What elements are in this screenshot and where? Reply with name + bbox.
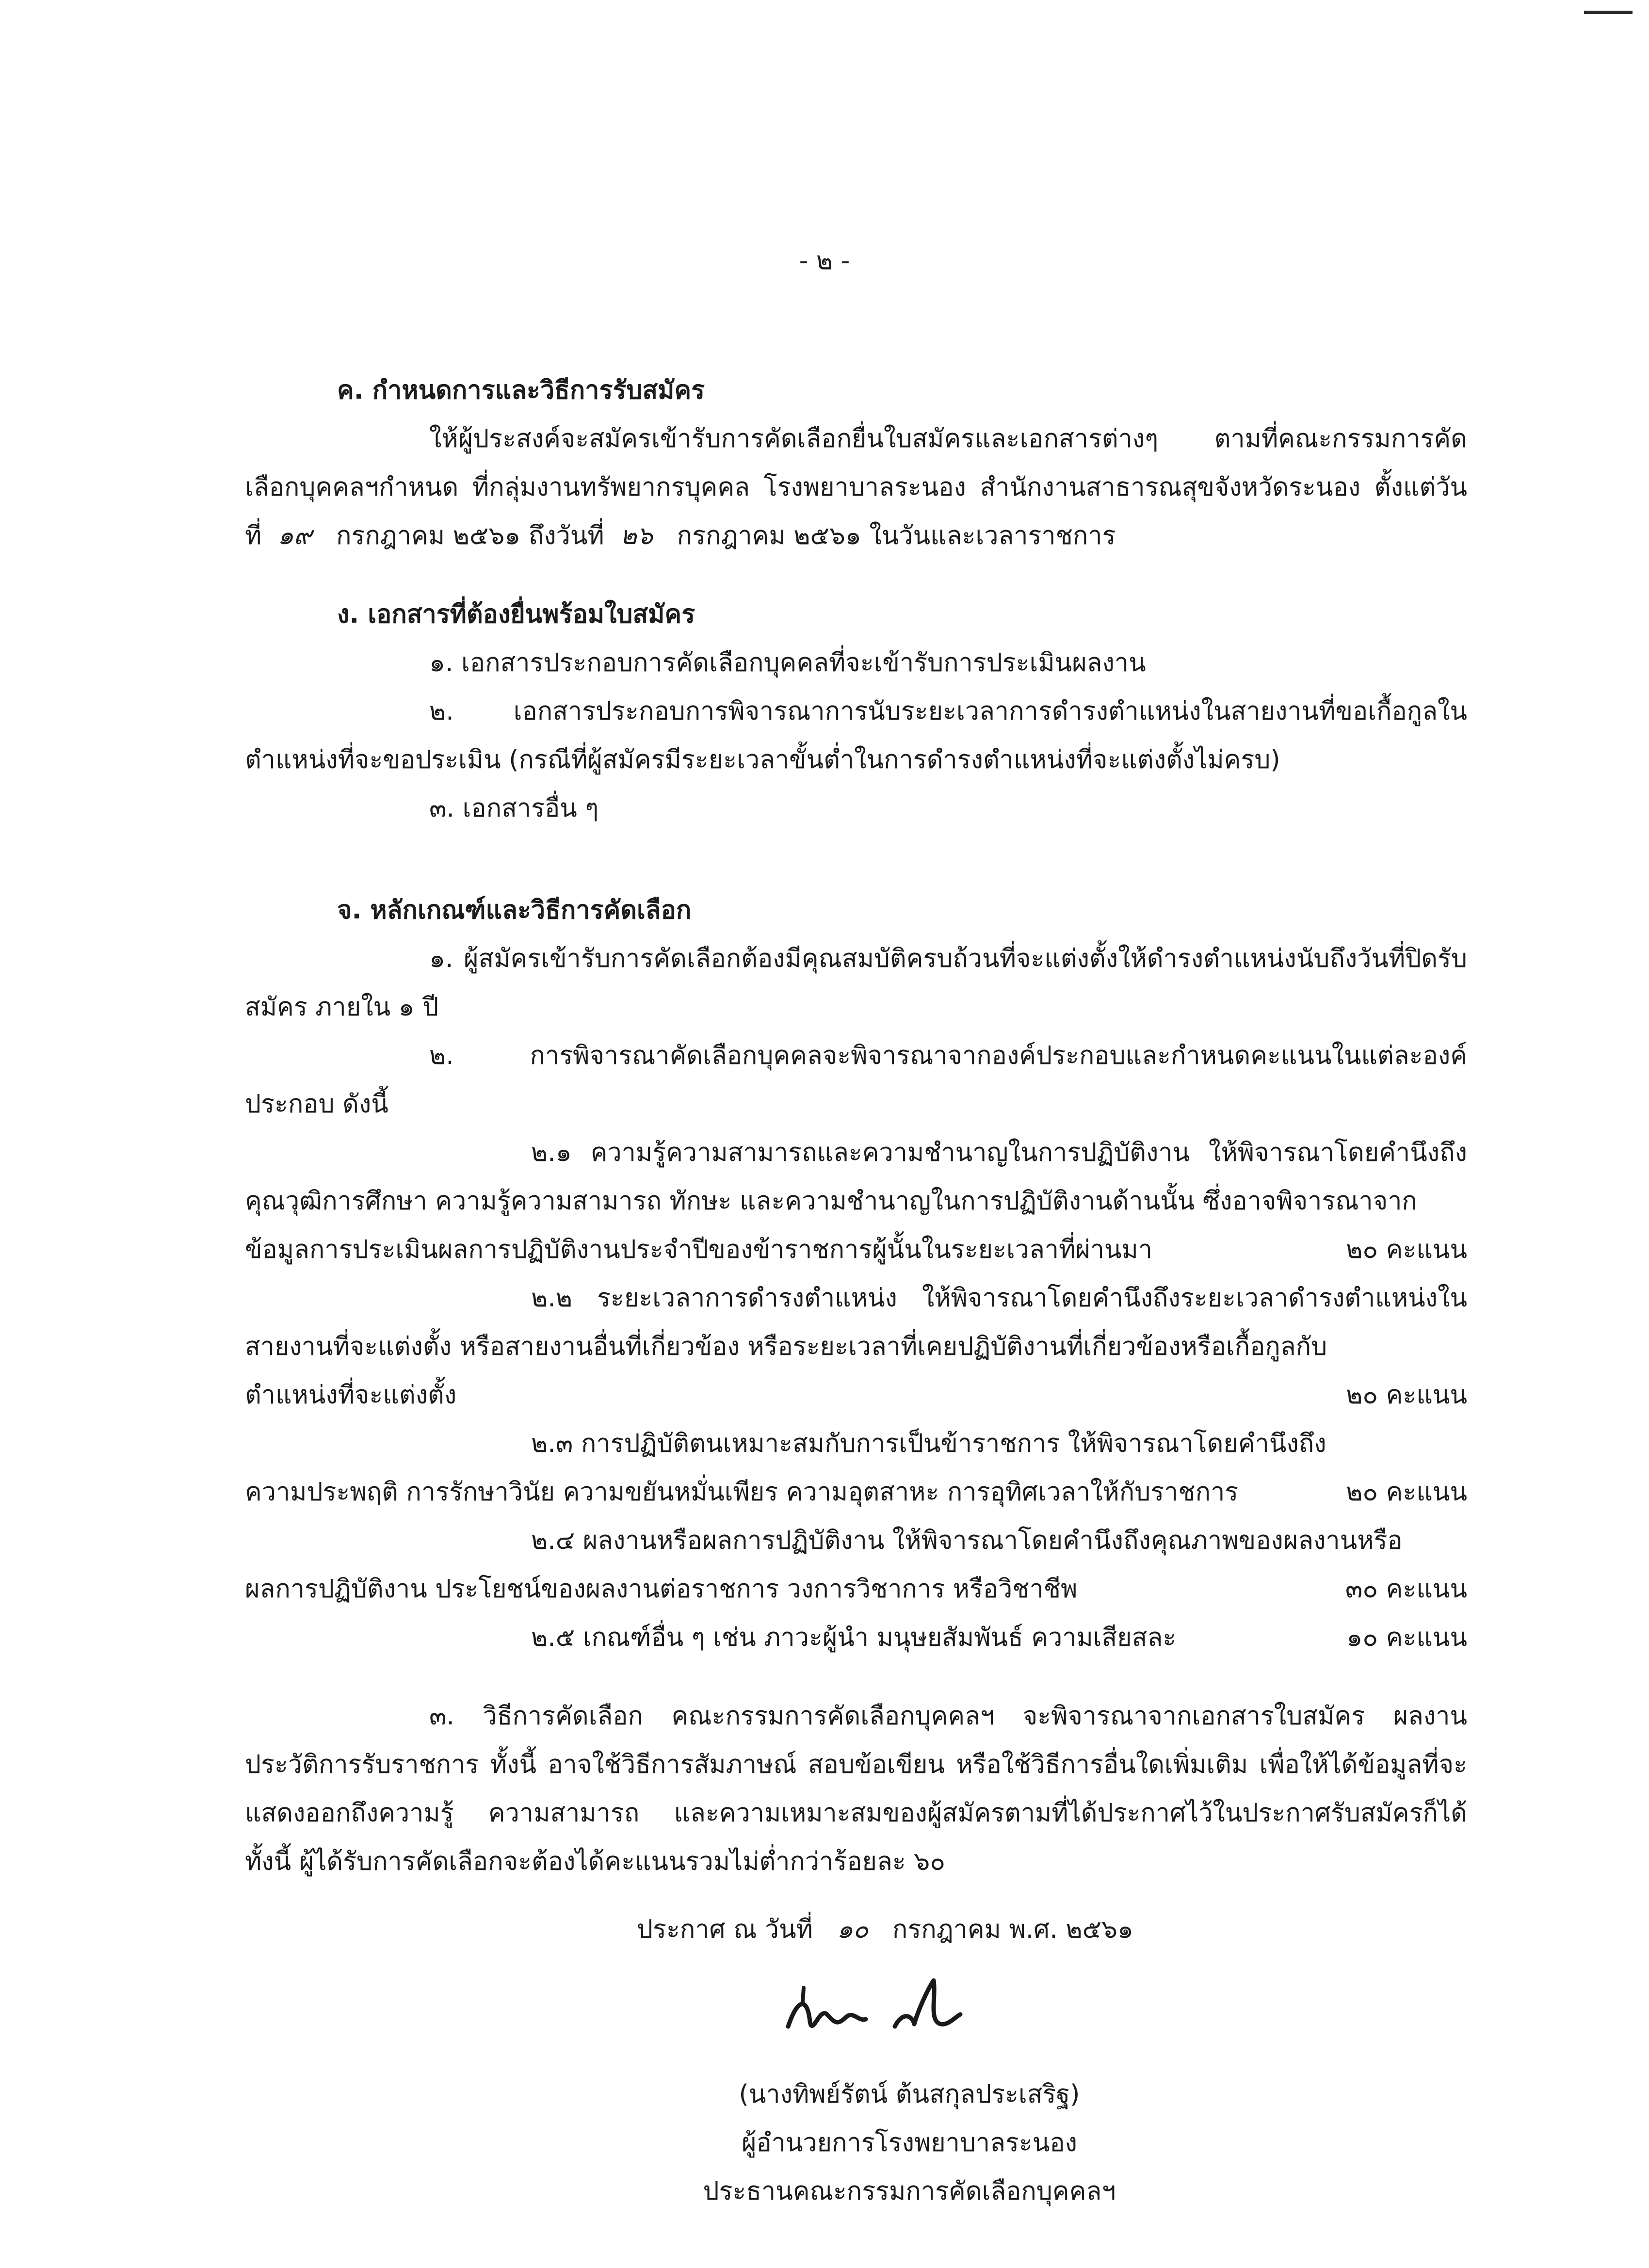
section-e-item-3 [245, 1692, 1467, 1886]
announcement-date [245, 1905, 1467, 1954]
signatory-title: ผู้อำนวยการโรงพยาบาลระนอง [741, 2128, 1078, 2157]
signatory-name: (นางทิพย์รัตน์ ต้นสกุลประเสริฐ) [739, 2080, 1080, 2109]
section-c-body-end: กรกฎาคม ๒๕๖๑ ในวันและเวลาราชการ [677, 521, 1116, 550]
criterion-2-4-score-line [245, 1565, 1467, 1613]
criterion-2-5-text: ๒.๕ เกณฑ์อื่น ๆ เช่น ภาวะผู้นำ มนุษยสัมพันธ์ ความเสียสละ [531, 1623, 1177, 1652]
criterion-2-4-last-line: ผลการปฏิบัติงาน ประโยชน์ของผลงานต่อราชการ วงการวิชาการ หรือวิชาชีพ [245, 1575, 1078, 1604]
signatory-role: ประธานคณะกรรมการคัดเลือกบุคคลฯ [703, 2177, 1116, 2206]
section-d-heading: ง. เอกสารที่ต้องยื่นพร้อมใบสมัคร [337, 600, 695, 629]
start-day-handwritten: ๑๙ [277, 521, 312, 550]
section-e-item-2-text: ๒. การพิจารณาคัดเลือกบุคคลจะพิจารณาจากองค์ประกอบและกำหนดคะแนนในแต่ละองค์ประกอบ ดังนี้ [245, 1041, 1467, 1119]
page-corner-mark [1584, 11, 1633, 14]
criterion-2-1-score: ๒๐ คะแนน [1346, 1235, 1467, 1264]
page-number: - ๒ - [799, 246, 850, 275]
section-d-item-3: ๓. เอกสารอื่น ๆ [429, 794, 599, 823]
criterion-2-3-score: ๒๐ คะแนน [1346, 1478, 1467, 1507]
criterion-2-5-score-line [245, 1613, 1467, 1662]
criterion-2-1 [245, 1128, 1467, 1225]
criterion-2-1-text: ๒.๑ ความรู้ความสามารถและความชำนาญในการปฏิบัติงาน ให้พิจารณาโดยคำนึงถึงคุณวุฒิการศึกษา ความรู้ความสามารถ ทักษะ และความชำนาญในการปฏิบัติงานด้านนั้น ซึ่งอาจพิจารณาจาก [245, 1138, 1467, 1216]
criterion-2-3 [245, 1419, 1467, 1468]
criterion-2-4-score: ๓๐ คะแนน [1345, 1575, 1467, 1604]
criterion-2-1-last-line: ข้อมูลการประเมินผลการปฏิบัติงานประจำปีของข้าราชการผู้นั้นในระยะเวลาที่ผ่านมา [245, 1235, 1153, 1264]
announcement-suffix: กรกฎาคม พ.ศ. ๒๕๖๑ [892, 1915, 1133, 1944]
section-d-item-2-text: ๒. เอกสารประกอบการพิจารณาการนับระยะเวลาการดำรงตำแหน่งในสายงานที่ขอเกื้อกูลในตำแหน่งที่จะขอประเมิน (กรณีที่ผู้สมัครมีระยะเวลาขั้นต่ำในการดำรงตำแหน่งที่จะแต่งตั้งไม่ครบ) [245, 697, 1467, 774]
section-e-heading: จ. หลักเกณฑ์และวิธีการคัดเลือก [337, 896, 692, 925]
section-e-item-1 [245, 934, 1467, 1031]
criterion-2-3-score-line [245, 1468, 1467, 1516]
section-d-item-2 [245, 687, 1467, 784]
criterion-2-3-last-line: ความประพฤติ การรักษาวินัย ความขยันหมั่นเพียร ความอุตสาหะ การอุทิศเวลาให้กับราชการ [245, 1478, 1239, 1507]
document-body [245, 366, 1467, 2216]
section-c-body-start: ให้ผู้ประสงค์จะสมัครเข้ารับการคัดเลือกยื่นใบสมัครและเอกสารต่างๆ ตามที่คณะกรรมการคัดเลือกบุคคลฯกำหนด ที่กลุ่มงานทรัพยากรบุคคล โรงพยาบาลระนอง สำนักงานสาธารณสุขจังหวัดระนอง ตั้งแต่วันที่ [245, 424, 1467, 550]
criterion-2-1-score-line [245, 1225, 1467, 1274]
criterion-2-2-last-line: ตำแหน่งที่จะแต่งตั้ง [245, 1381, 457, 1410]
criterion-2-2-text: ๒.๒ ระยะเวลาการดำรงตำแหน่ง ให้พิจารณาโดยคำนึงถึงระยะเวลาดำรงตำแหน่งในสายงานที่จะแต่งตั้ง หรือสายงานอื่นที่เกี่ยวข้อง หรือระยะเวลาที่เคยปฏิบัติงานที่เกี่ยวข้องหรือเกื้อกูลกับ [245, 1284, 1467, 1361]
section-e-item-3-text: ๓. วิธีการคัดเลือก คณะกรรมการคัดเลือกบุคคลฯ จะพิจารณาจากเอกสารใบสมัคร ผลงาน ประวัติการรับราชการ ทั้งนี้ อาจใช้วิธีการสัมภาษณ์ สอบข้อเขียน หรือใช้วิธีการอื่นใดเพิ่มเติม เพื่อให้ได้ข้อมูลที่จะแสดงออกถึงความรู้ ความสามารถ และความเหมาะสมของผู้สมัครตามที่ได้ประกาศไว้ในประกาศรับสมัครก็ได้ ทั้งนี้ ผู้ได้รับการคัดเลือกจะต้องได้คะแนนรวมไม่ต่ำกว่าร้อยละ ๖๐ [245, 1702, 1467, 1876]
signature-image [774, 1968, 977, 2060]
section-c-body [245, 415, 1467, 560]
section-c-heading: ค. กำหนดการและวิธีการรับสมัคร [337, 376, 705, 405]
criterion-2-2 [245, 1274, 1467, 1371]
criterion-2-4-text: ๒.๔ ผลงานหรือผลการปฏิบัติงาน ให้พิจารณาโดยคำนึงถึงคุณภาพของผลงานหรือ [531, 1526, 1403, 1555]
criterion-2-2-score: ๒๐ คะแนน [1346, 1381, 1467, 1410]
section-e-item-1-text: ๑. ผู้สมัครเข้ารับการคัดเลือกต้องมีคุณสมบัติครบถ้วนที่จะแต่งตั้งให้ดำรงตำแหน่งนับถึงวันที่ปิดรับสมัคร ภายใน ๑ ปี [245, 944, 1467, 1022]
section-c-body-mid: กรกฎาคม ๒๕๖๑ ถึงวันที่ [336, 521, 604, 550]
announcement-prefix: ประกาศ ณ วันที่ [637, 1915, 813, 1944]
signatory-block [245, 2070, 1467, 2216]
criterion-2-3-text: ๒.๓ การปฏิบัติตนเหมาะสมกับการเป็นข้าราชการ ให้พิจารณาโดยคำนึงถึง [531, 1429, 1326, 1458]
announcement-day-handwritten: ๑๐ [837, 1915, 869, 1944]
end-day-handwritten: ๒๖ [620, 521, 653, 550]
section-e-item-2 [245, 1031, 1467, 1128]
criterion-2-2-score-line [245, 1371, 1467, 1419]
section-d-item-1: ๑. เอกสารประกอบการคัดเลือกบุคคลที่จะเข้ารับการประเมินผลงาน [429, 648, 1146, 677]
criterion-2-4 [245, 1516, 1467, 1565]
criterion-2-5-score: ๑๐ คะแนน [1346, 1623, 1467, 1652]
